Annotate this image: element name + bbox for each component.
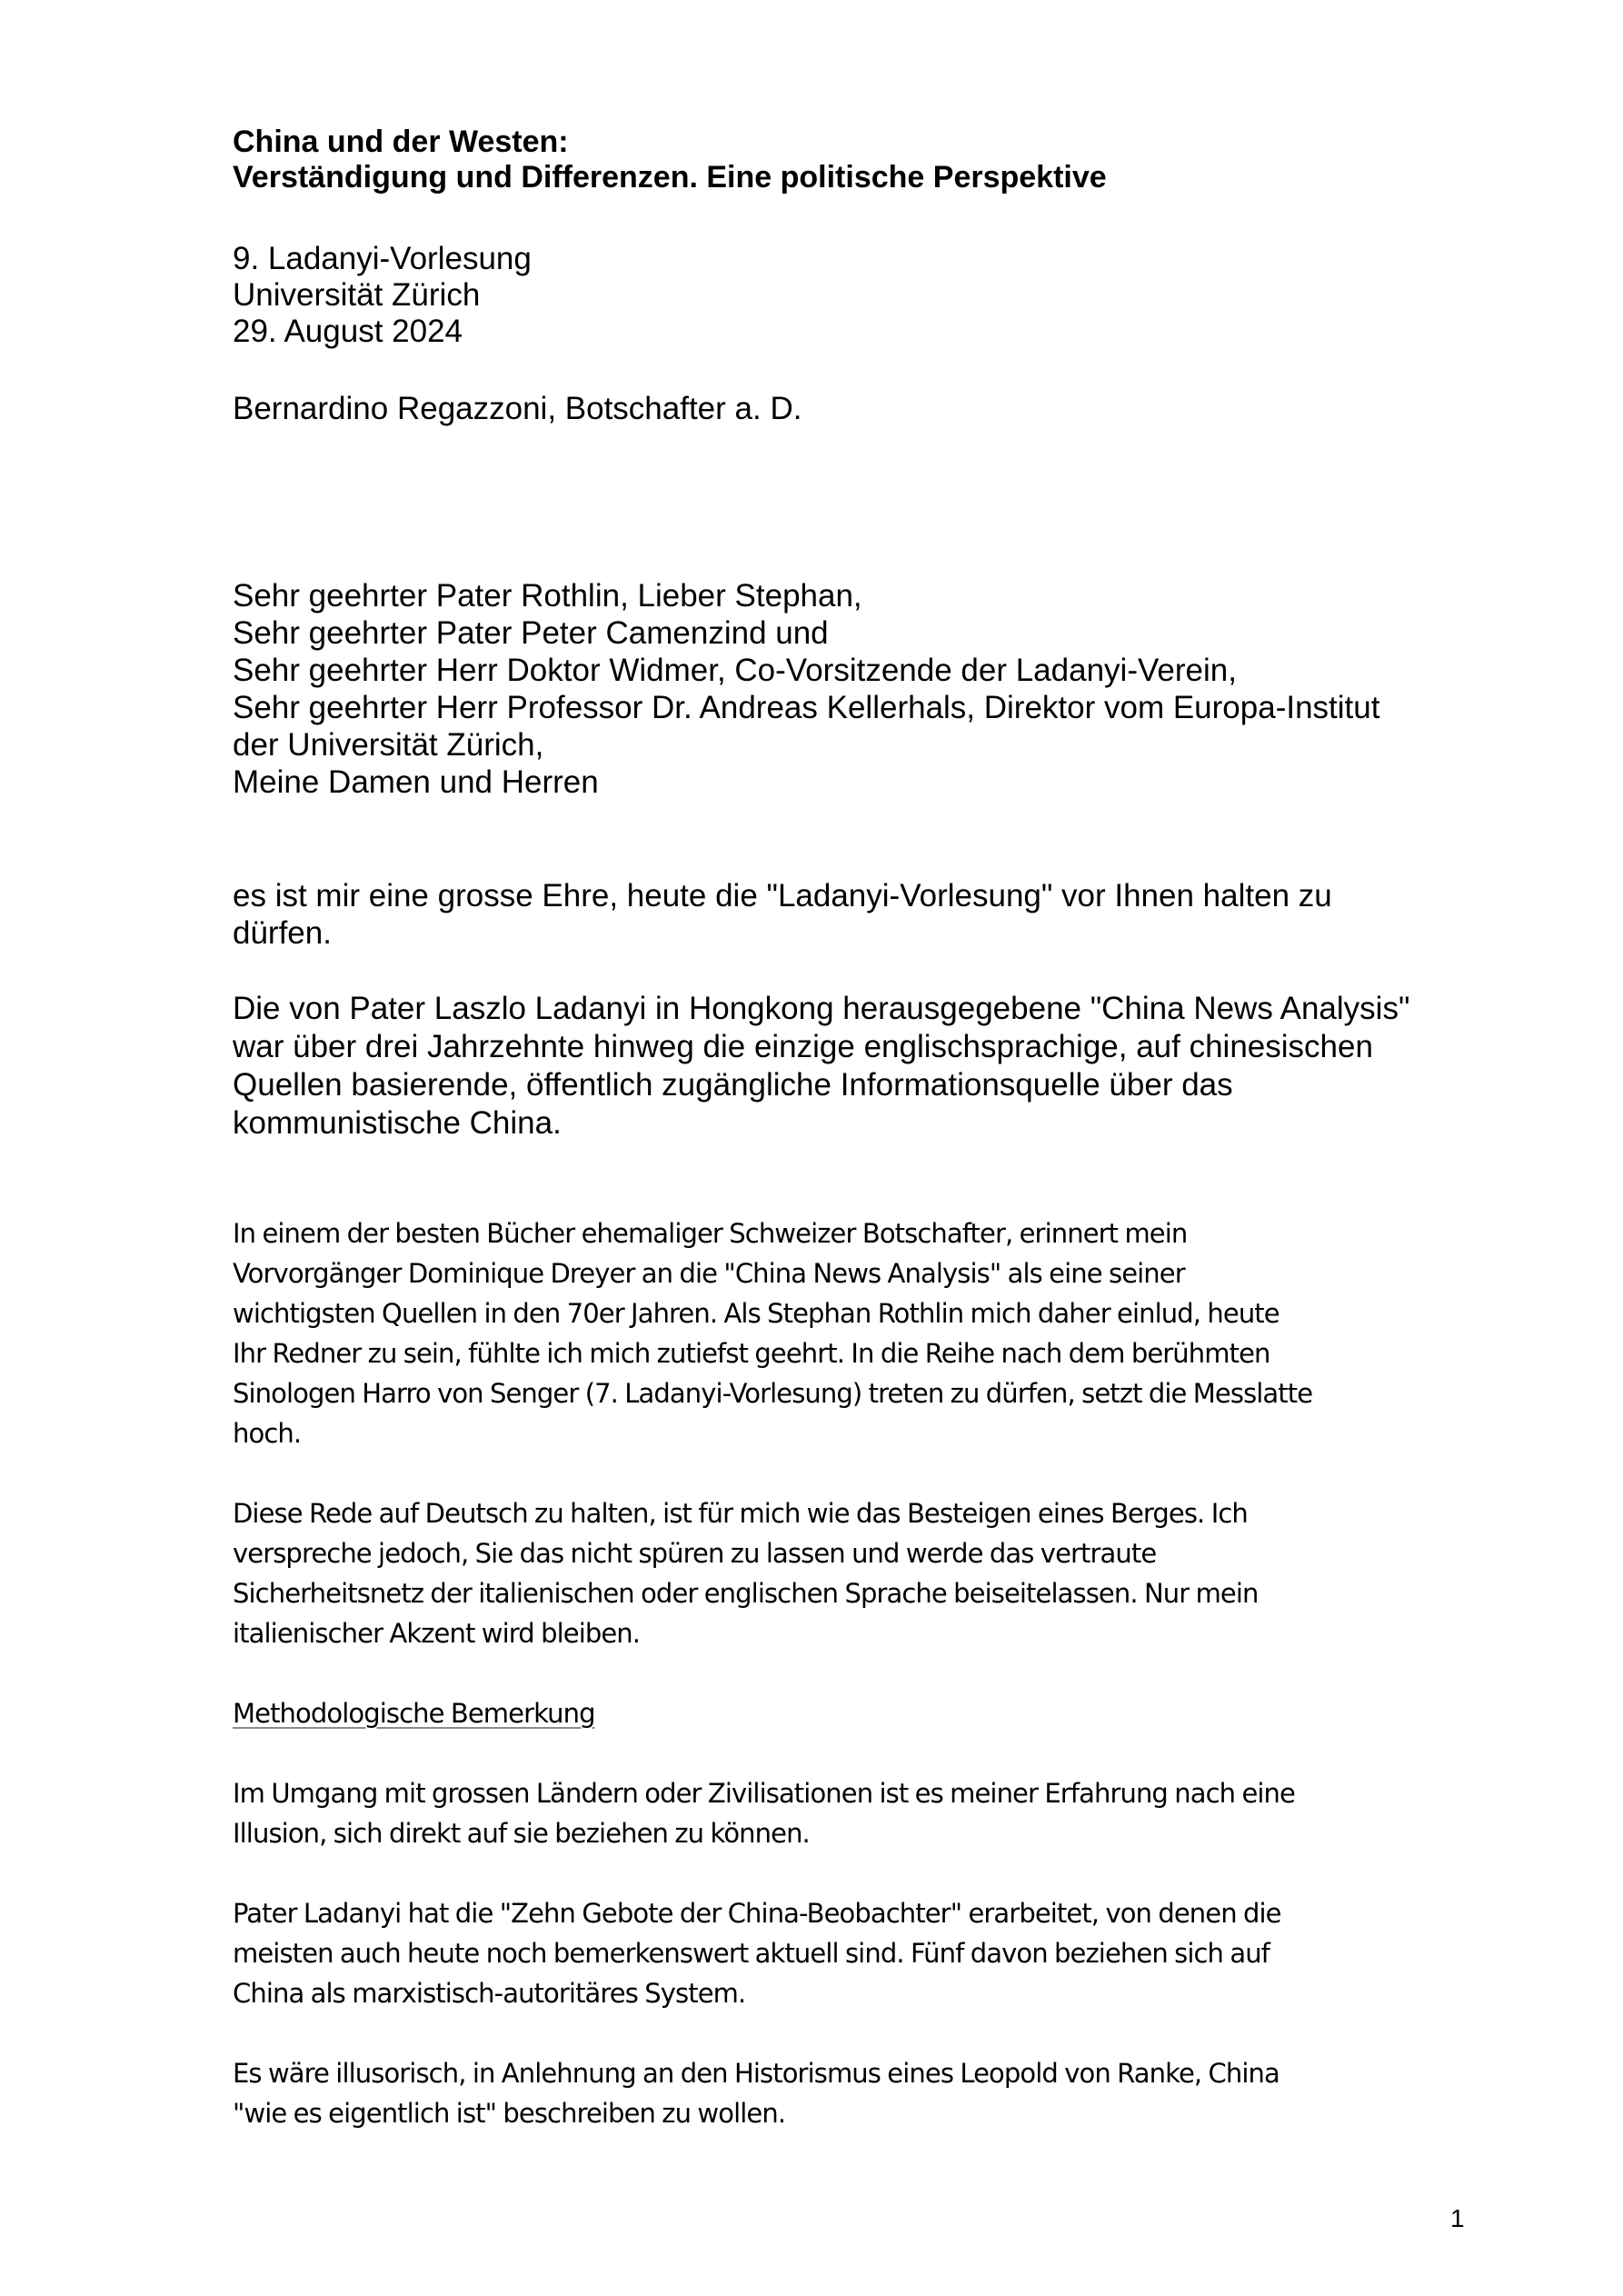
paragraph-line: kommunistische China.: [233, 1105, 562, 1141]
salutation-line: Sehr geehrter Herr Doktor Widmer, Co-Vorsitzende der Ladanyi-Verein,: [233, 653, 1237, 688]
author-line: Bernardino Regazzoni, Botschafter a. D.: [233, 391, 802, 426]
title-line-2: Verständigung und Differenzen. Eine politische Perspektive: [233, 160, 1107, 195]
salutation-line: Sehr geehrter Herr Professor Dr. Andreas Kellerhals, Direktor vom Europa-Institut: [233, 690, 1380, 725]
paragraph-line: In einem der besten Bücher ehemaliger Schweizer Botschafter, erinnert mein: [233, 1218, 1188, 1249]
paragraph-line: verspreche jedoch, Sie das nicht spüren zu lassen und werde das vertraute: [233, 1538, 1157, 1569]
paragraph-line: Diese Rede auf Deutsch zu halten, ist für mich wie das Besteigen eines Berges. Ich: [233, 1498, 1248, 1529]
paragraph-line: Vorvorgänger Dominique Dreyer an die "China News Analysis" als eine seiner: [233, 1258, 1185, 1289]
paragraph-line: Ihr Redner zu sein, fühlte ich mich zutiefst geehrt. In die Reihe nach dem berühmten: [233, 1338, 1270, 1369]
paragraph-line: war über drei Jahrzehnte hinweg die einzige englischsprachige, auf chinesischen: [233, 1029, 1373, 1064]
salutation-line: der Universität Zürich,: [233, 727, 544, 763]
paragraph-line: "wie es eigentlich ist" beschreiben zu wollen.: [233, 2098, 786, 2129]
paragraph-line: hoch.: [233, 1418, 302, 1449]
salutation-line: Sehr geehrter Pater Peter Camenzind und: [233, 615, 829, 651]
paragraph-line: dürfen.: [233, 915, 332, 951]
salutation-line: Meine Damen und Herren: [233, 764, 599, 800]
event-venue: Universität Zürich: [233, 277, 481, 313]
paragraph-line: China als marxistisch-autoritäres System.: [233, 1978, 746, 2009]
paragraph-line: wichtigsten Quellen in den 70er Jahren. Als Stephan Rothlin mich daher einlud, heute: [233, 1298, 1279, 1329]
paragraph-line: Illusion, sich direkt auf sie beziehen zu können.: [233, 1818, 810, 1849]
paragraph-line: es ist mir eine grosse Ehre, heute die "Ladanyi-Vorlesung" vor Ihnen halten zu: [233, 878, 1332, 913]
page-number: 1: [1450, 2204, 1465, 2232]
paragraph-line: Die von Pater Laszlo Ladanyi in Hongkong herausgegebene "China News Analysis": [233, 991, 1410, 1026]
event-lecture: 9. Ladanyi-Vorlesung: [233, 241, 532, 276]
paragraph-line: Es wäre illusorisch, in Anlehnung an den Historismus eines Leopold von Ranke, China: [233, 2058, 1279, 2089]
paragraph-line: Sicherheitsnetz der italienischen oder englischen Sprache beiseitelassen. Nur mein: [233, 1578, 1259, 1609]
paragraph-line: meisten auch heute noch bemerkenswert aktuell sind. Fünf davon beziehen sich auf: [233, 1938, 1270, 1969]
section-heading: Methodologische Bemerkung: [233, 1698, 595, 1729]
paragraph-line: Sinologen Harro von Senger (7. Ladanyi-Vorlesung) treten zu dürfen, setzt die Messlatte: [233, 1378, 1313, 1409]
paragraph-line: Quellen basierende, öffentlich zugängliche Informationsquelle über das: [233, 1067, 1233, 1103]
salutation-line: Sehr geehrter Pater Rothlin, Lieber Stephan,: [233, 578, 862, 614]
event-date: 29. August 2024: [233, 314, 463, 349]
paragraph-line: Pater Ladanyi hat die "Zehn Gebote der China-Beobachter" erarbeitet, von denen die: [233, 1898, 1281, 1929]
title-line-1: China und der Westen:: [233, 125, 569, 159]
paragraph-line: italienischer Akzent wird bleiben.: [233, 1618, 641, 1649]
paragraph-line: Im Umgang mit grossen Ländern oder Zivilisationen ist es meiner Erfahrung nach eine: [233, 1778, 1295, 1809]
